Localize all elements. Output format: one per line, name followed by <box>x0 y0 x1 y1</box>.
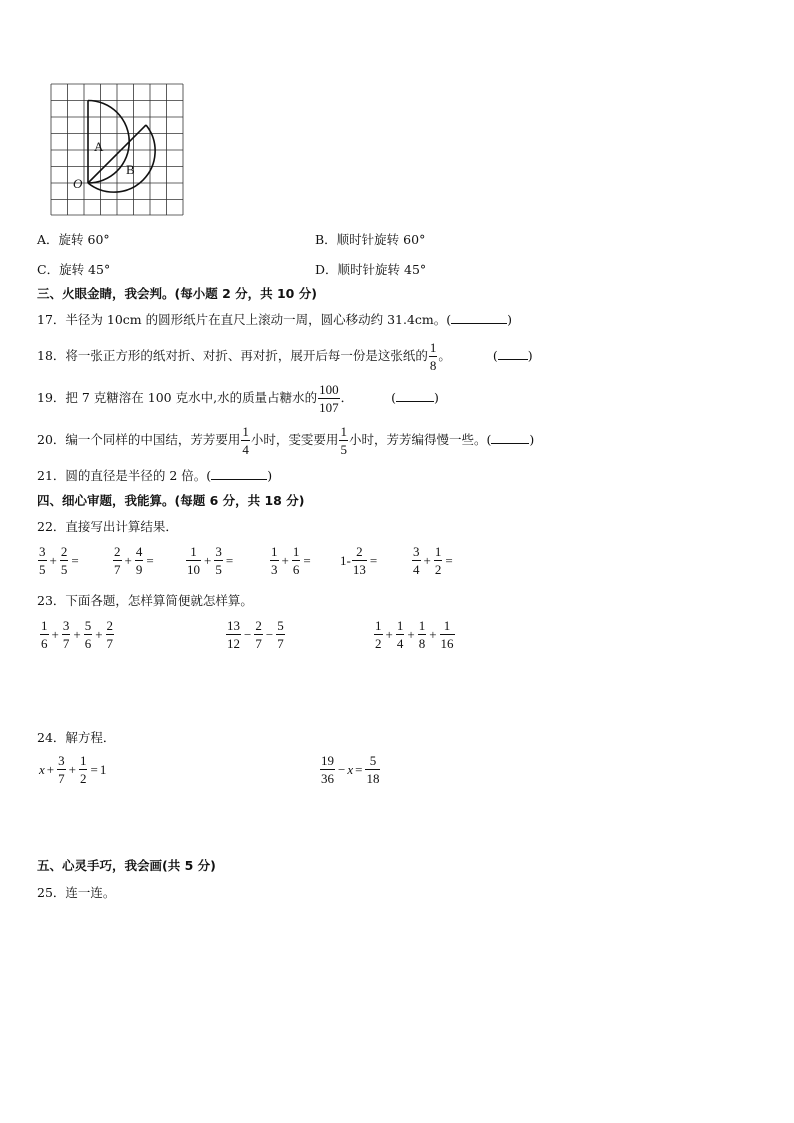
q19-close: ) <box>433 390 439 405</box>
option-a[interactable]: A．旋转 60° <box>37 232 110 247</box>
q17-close: ) <box>507 312 513 327</box>
q20-fraction-1: $\frac{1}{4}$ <box>242 424 249 457</box>
question-20 <box>37 422 534 458</box>
q18-close: ) <box>527 348 533 363</box>
q21-answer-blank[interactable] <box>211 467 267 480</box>
q24-equation-2: $\frac{19}{36}$ − x = $\frac{5}{18}$ <box>321 753 380 786</box>
q20-text-a: 20．编一个同样的中国结，芳芳要用 <box>37 432 241 447</box>
q23-expression-3: $\frac{1}{2}$ + $\frac{1}{4}$ + $\frac{1}{8}$ + $\frac{1}{16}$ <box>375 618 454 651</box>
q23-expression-1: $\frac{1}{6}$ + $\frac{3}{7}$ + $\frac{5}{6}$ + $\frac{2}{7}$ <box>41 618 114 651</box>
question-22: 22．直接写出计算结果． <box>37 519 178 534</box>
q18-text: 18．将一张正方形的纸对折、对折、再对折，展开后每一份是这张纸的 <box>37 348 428 363</box>
q21-close: ) <box>267 468 273 483</box>
label-b: B <box>126 162 135 177</box>
q22-item-3[interactable]: $\frac{1}{10}$ + $\frac{3}{5}$ = <box>187 544 234 577</box>
q19-text: 19．把 7 克糖溶在 100 克水中,水的质量占糖水的 <box>37 390 318 405</box>
question-24: 24．解方程． <box>37 730 116 745</box>
q20-answer-blank[interactable] <box>491 431 529 444</box>
q22-item-1[interactable]: $\frac{3}{5}$ + $\frac{2}{5}$ = <box>39 544 79 577</box>
q20-fraction-2: $\frac{1}{5}$ <box>340 424 347 457</box>
q22-item-2[interactable]: $\frac{2}{7}$ + $\frac{4}{9}$ = <box>114 544 154 577</box>
label-o: O <box>73 176 83 191</box>
q18-answer-blank[interactable] <box>498 347 528 360</box>
option-d[interactable]: D．顺时针旋转 45° <box>315 262 427 277</box>
q21-text: 21．圆的直径是半径的 2 倍。( <box>37 468 212 483</box>
rotation-figure <box>50 83 184 216</box>
q22-item-6[interactable]: $\frac{3}{4}$ + $\frac{1}{2}$ = <box>413 544 453 577</box>
option-b[interactable]: B．顺时针旋转 60° <box>315 232 426 247</box>
q18-open: ( <box>492 348 498 363</box>
q22-item-4[interactable]: $\frac{1}{3}$ + $\frac{1}{6}$ = <box>271 544 311 577</box>
section5-title: 五、心灵手巧，我会画(共 5 分) <box>37 858 216 873</box>
question-18 <box>37 338 533 374</box>
section4-title: 四、细心审题，我能算。(每题 6 分，共 18 分) <box>37 493 305 508</box>
grid-diagram <box>50 83 184 216</box>
q18-fraction: $\frac{1}{8}$ <box>429 340 437 373</box>
q19-tail: ． <box>340 390 354 405</box>
q19-fraction: $\frac{100}{107}$ <box>319 382 339 415</box>
q19-open: ( <box>391 390 396 405</box>
question-23: 23．下面各题，怎样算简便就怎样算。 <box>37 593 253 608</box>
q20-text-b: 小时，雯雯要用 <box>250 432 339 447</box>
q17-text: 17．半径为 10cm 的圆形纸片在直尺上滚动一周，圆心移动约 31.4cm。( <box>37 312 452 327</box>
q19-answer-blank[interactable] <box>396 389 434 402</box>
q23-expression-2: $\frac{13}{12}$ − $\frac{2}{7}$ − $\frac{5}{7}$ <box>227 618 284 651</box>
q18-tail: 。 <box>438 348 451 363</box>
question-25: 25．连一连。 <box>37 885 116 900</box>
question-19 <box>37 380 439 416</box>
q17-answer-blank[interactable] <box>451 311 507 324</box>
q24-equation-1: x + $\frac{3}{7}$ + $\frac{1}{2}$ = 1 <box>39 753 107 786</box>
option-c[interactable]: C．旋转 45° <box>37 262 111 277</box>
section3-title: 三、火眼金睛，我会判。(每小题 2 分，共 10 分) <box>37 286 317 301</box>
question-21 <box>37 467 272 485</box>
label-a: A <box>94 139 104 154</box>
q20-text-c: 小时，芳芳编得慢一些。( <box>348 432 492 447</box>
q20-close: ) <box>529 432 535 447</box>
question-17 <box>37 311 512 329</box>
q22-item-5[interactable]: 1- $\frac{2}{13}$ = <box>340 544 378 577</box>
